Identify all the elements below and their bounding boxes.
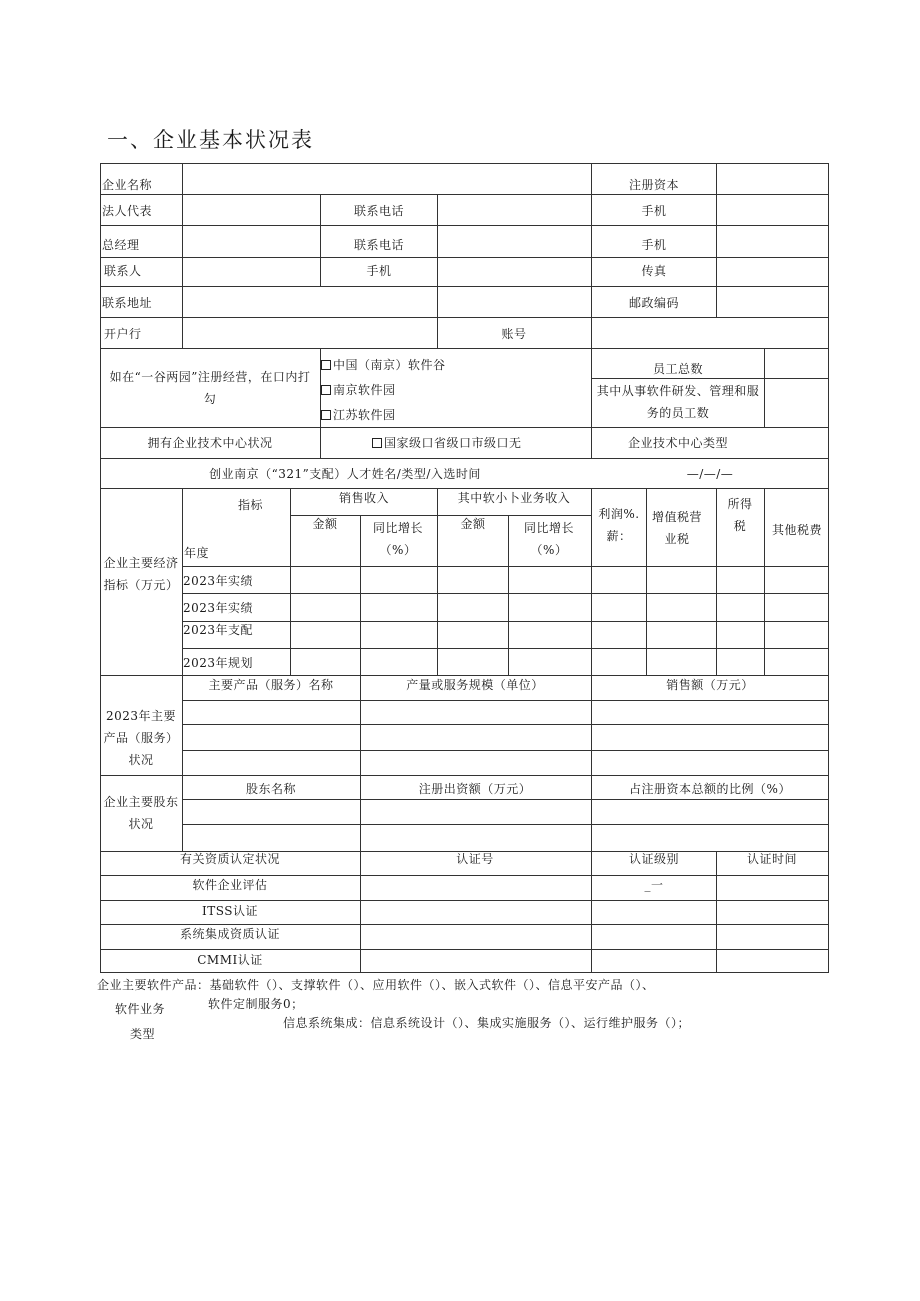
checkbox-icon[interactable] [372,438,382,448]
shareholders-section-label: 企业主要股东状况 [103,795,179,831]
park-option-label: 江苏软件园 [333,408,396,422]
cert-time-header: 认证时间 [746,852,798,866]
sales-yoy-header: 同比增长（%） [372,521,423,557]
park-question: 如在“一谷两园”注册经营，在口内打勾 [109,370,311,406]
tech-center-label: 拥有企业技术中心状况 [147,436,273,450]
mobile-label-2: 手机 [641,238,667,252]
mobile-label-3: 手机 [366,264,392,278]
product-scale-header: 产量或服务规模（单位） [406,678,544,692]
checkbox-icon[interactable] [321,410,331,420]
software-revenue-header: 其中软小卜业务收入 [457,491,571,505]
fax-label: 传真 [641,264,667,278]
page-title: 一、企业基本状况表 [107,128,314,152]
checkbox-icon[interactable] [321,360,331,370]
qualification-cmmi: CMMI认证 [197,953,263,967]
mobile-label: 手机 [641,204,667,218]
sales-amount-header: 金额 [312,517,338,531]
year-row-1: 2023年实绩 [183,574,254,588]
talent-value: —/—/— [686,467,734,481]
tech-center-levels[interactable] [372,436,522,450]
account-label: 账号 [501,327,527,341]
contact-phone-label: 联系电话 [353,204,405,218]
footer-business-type-label-2: 类型 [130,1027,156,1041]
software-eval-level: _一 [644,878,664,892]
tech-center-levels-text: 国家级口省级口市级口无 [384,436,522,450]
shareholder-ratio-header: 占注册资本总额的比例（%） [629,782,791,796]
tech-center-type-label: 企业技术中心类型 [627,436,729,450]
year-row-2: 2023年实绩 [183,601,254,615]
total-staff-label: 员工总数 [652,362,704,376]
shareholder-capital-header: 注册出资额（万元） [418,782,532,796]
products-section-label: 2023年主要产品（服务）状况 [103,709,179,767]
software-amount-header: 金额 [460,517,486,531]
software-staff-label: 其中从事软件研发、管理和服务的员工数 [596,384,760,420]
shareholder-name-header: 股东名称 [245,782,297,796]
company-name-label: 企业名称 [102,178,153,192]
footer-software-products: 企业主要软件产品：基础软件（）、支撑软件（）、应用软件（）、嵌入式软件（）、信息平安产品（）、 [97,978,655,992]
year-row-4: 2023年规划 [183,656,254,670]
other-tax-header: 其他税费 [771,523,823,537]
sales-revenue-header: 销售收入 [338,491,390,505]
checkbox-icon[interactable] [321,385,331,395]
talent-label: 创业南京（“321”支配）人才姓名/类型/入选时间 [209,467,481,481]
footer-business-type-label-1: 软件业务 [115,1002,166,1016]
product-sales-header: 销售额（万元） [666,678,754,692]
footer-custom-service: 软件定制服务0； [208,997,304,1011]
park-option-label: 南京软件园 [333,383,396,397]
park-option-software-valley[interactable] [321,358,446,372]
year-label: 年度 [184,546,210,560]
contact-phone-label-2: 联系电话 [353,238,405,252]
park-option-jiangsu-park[interactable] [321,408,396,422]
footer-system-integration: 信息系统集成：信息系统设计（）、集成实施服务（）、运行维护服务（）； [283,1016,691,1030]
cert-level-header: 认证级别 [628,852,680,866]
postcode-label: 邮政编码 [628,296,680,310]
address-label: 联系地址 [102,296,153,310]
year-row-3: 2023年支配 [183,623,254,637]
contact-person-label: 联系人 [104,264,142,278]
economics-section-label: 企业主要经济指标（万元） [103,556,179,592]
vat-header: 增值税营业税 [651,510,702,546]
park-option-nanjing-park[interactable] [321,383,396,397]
qualification-software-eval: 软件企业评估 [192,878,268,892]
qualification-header: 有关资质认定状况 [179,852,281,866]
general-manager-label: 总经理 [102,238,140,252]
legal-rep-label: 法人代表 [102,204,153,218]
qualification-system-integration: 系统集成资质认证 [179,927,281,941]
profit-header: 利润%.薪： [598,507,640,543]
income-tax-header: 所得税 [727,497,753,533]
cert-no-header: 认证号 [456,852,494,866]
park-option-label: 中国（南京）软件谷 [333,358,446,372]
qualification-itss: ITSS认证 [202,904,258,918]
software-yoy-header: 同比增长（%） [523,521,574,557]
product-name-header: 主要产品（服务）名称 [208,678,334,692]
company-info-form [100,163,829,973]
indicator-label: 指标 [238,498,264,512]
registered-capital-label: 注册资本 [628,178,680,192]
bank-label: 开户行 [104,327,142,341]
